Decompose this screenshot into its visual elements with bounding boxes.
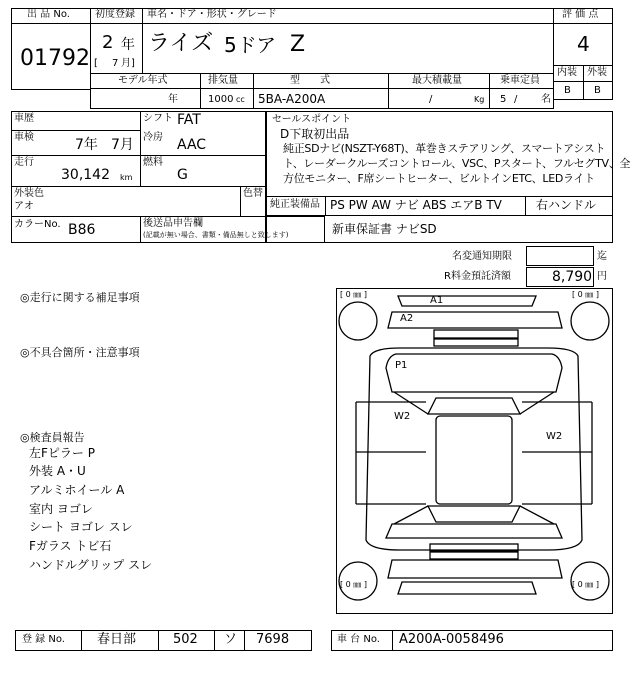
name-change-deadline-value [526, 246, 594, 266]
defects-label: ◎不具合箇所・注意事項 [20, 346, 140, 359]
exterior-color: アオ [14, 201, 34, 212]
sales-point-line: 純正SDナビ(NSZT-Y68T)、革巻きステアリング、スマートアシスト [283, 142, 606, 155]
model-year-label: モデル年式 [118, 75, 168, 86]
max-load-slash: / [429, 94, 433, 105]
damage-mark-a2: A2 [400, 313, 414, 324]
registration-year: 2 [102, 32, 114, 53]
fuel-value: G [177, 167, 188, 183]
capacity-label: 乗車定員 [500, 75, 540, 86]
mileage-value: 30,142 [61, 167, 110, 183]
steering-side: 右ハンドル [536, 198, 597, 212]
color-no: B86 [68, 222, 96, 238]
chassis-number: A200A-0058496 [399, 632, 504, 647]
tire-tread-rear-left: [ 0 ㎜ ] [340, 580, 367, 589]
sales-points-label: セールスポイント [272, 114, 352, 125]
score-label: 評 価 点 [562, 9, 599, 20]
mileage-label: 走行 [14, 157, 34, 168]
displacement-unit: cc [236, 95, 245, 104]
interior-label: 内装 [557, 67, 577, 78]
ac-value: AAC [177, 137, 207, 153]
name-change-deadline-label: 名変通知期限 [452, 251, 512, 262]
driving-notes-label: ◎走行に関する補足事項 [20, 291, 140, 304]
inspector-line: ハンドルグリップ スレ [29, 558, 153, 572]
sales-point-line: ト、レーダークルーズコントロール、VSC、Pスタート、フルセグTV、全 [283, 157, 631, 170]
sales-point-line: D下取初出品 [280, 127, 350, 141]
tire-tread-rear-right: [ 0 ㎜ ] [572, 580, 599, 589]
inspector-line: 外装 A・U [29, 464, 86, 478]
inspector-line: アルミホイール A [29, 483, 125, 497]
capacity: 5 [500, 94, 507, 105]
chassis-label: 車 台 No. [337, 634, 380, 645]
warranty: 新車保証書 ナビSD [332, 222, 437, 236]
displacement: 1000 [208, 94, 234, 105]
tire-tread-front-right: [ 0 ㎜ ] [572, 290, 599, 299]
exterior-color-label: 外装色 [14, 188, 44, 199]
registration-place: 春日部 [97, 632, 137, 647]
registration-month: 7 [112, 58, 119, 69]
name-change-unit: 迄 [597, 251, 607, 262]
model-label: 車名・ドア・形状・グレード [147, 9, 277, 20]
grade: Z [290, 32, 306, 57]
lot-number-label: 出 品 No. [27, 9, 70, 20]
sales-point-line: 方位モニター、F席シートヒーター、ビルトインETC、LEDライト [283, 172, 595, 185]
inspector-line: 室内 ヨゴレ [29, 502, 93, 516]
inspection-label: 車検 [14, 132, 34, 143]
displacement-label: 排気量 [208, 75, 238, 86]
max-load-label: 最大積載量 [412, 75, 462, 86]
mileage-unit: km [120, 173, 133, 182]
shift-label: シフト [143, 113, 173, 124]
recycle-fee-value: 8,790 [552, 269, 593, 285]
inspector-line: Fガラス トビ石 [29, 539, 112, 553]
car-damage-diagram [336, 288, 613, 614]
door-count: 5ドア [224, 33, 277, 57]
damage-mark-w2-left: W2 [394, 411, 411, 422]
first-registration-label: 初度登録 [95, 9, 135, 20]
max-load-unit: Kg [474, 95, 485, 104]
tire-tread-front-left: [ 0 ㎜ ] [340, 290, 367, 299]
docs-note: (記載が無い場合、書類・備品無しと致します) [143, 231, 289, 239]
interior-grade: B [564, 85, 571, 96]
registration-number: 7698 [256, 632, 290, 647]
score: 4 [577, 32, 590, 56]
type-label: 型 式 [290, 75, 330, 86]
car-name: ライズ [148, 31, 214, 56]
registration-label: 登 録 No. [22, 634, 65, 645]
inspector-report-label: ◎検査員報告 [20, 431, 85, 444]
inspection-month: 7月 [111, 137, 134, 153]
inspection-year: 7年 [75, 137, 98, 153]
registration-month-unit: 月] [121, 58, 135, 69]
equipment-label: 純正装備品 [270, 199, 320, 210]
exterior-grade: B [594, 85, 601, 96]
damage-mark-p1: P1 [395, 360, 408, 371]
damage-mark-a1: A1 [430, 295, 444, 306]
ac-label: 冷房 [143, 132, 163, 143]
docs-label: 後送品申告欄 [143, 218, 203, 229]
type-value: 5BA-A200A [258, 92, 326, 106]
capacity-unit: 名 [541, 94, 551, 105]
shift-value: FAT [177, 112, 201, 128]
tire-front-right [571, 302, 609, 340]
history-label: 車歴 [14, 113, 34, 124]
fuel-label: 燃料 [143, 157, 163, 168]
registration-class: 502 [173, 632, 198, 647]
lot-number: 01792 [20, 46, 90, 71]
capacity-sep: / [514, 94, 518, 105]
repaint-label: 色替 [243, 188, 263, 199]
registration-kana: ソ [224, 632, 238, 647]
registration-month-open: [ [94, 58, 98, 69]
damage-mark-w2-right: W2 [546, 431, 563, 442]
inspector-line: 左Fピラー P [29, 446, 95, 460]
model-year-unit: 年 [168, 94, 178, 105]
inspector-line: シート ヨゴレ スレ [29, 520, 133, 534]
equipment-value: PS PW AW ナビ ABS エアB TV [330, 198, 502, 212]
color-no-label: カラーNo. [14, 219, 61, 230]
tire-front-left [339, 302, 377, 340]
recycle-fee-unit: 円 [597, 271, 607, 282]
exterior-label: 外装 [587, 67, 607, 78]
registration-year-unit: 年 [121, 37, 135, 53]
recycle-fee-label: R料金預託済額 [444, 271, 511, 282]
